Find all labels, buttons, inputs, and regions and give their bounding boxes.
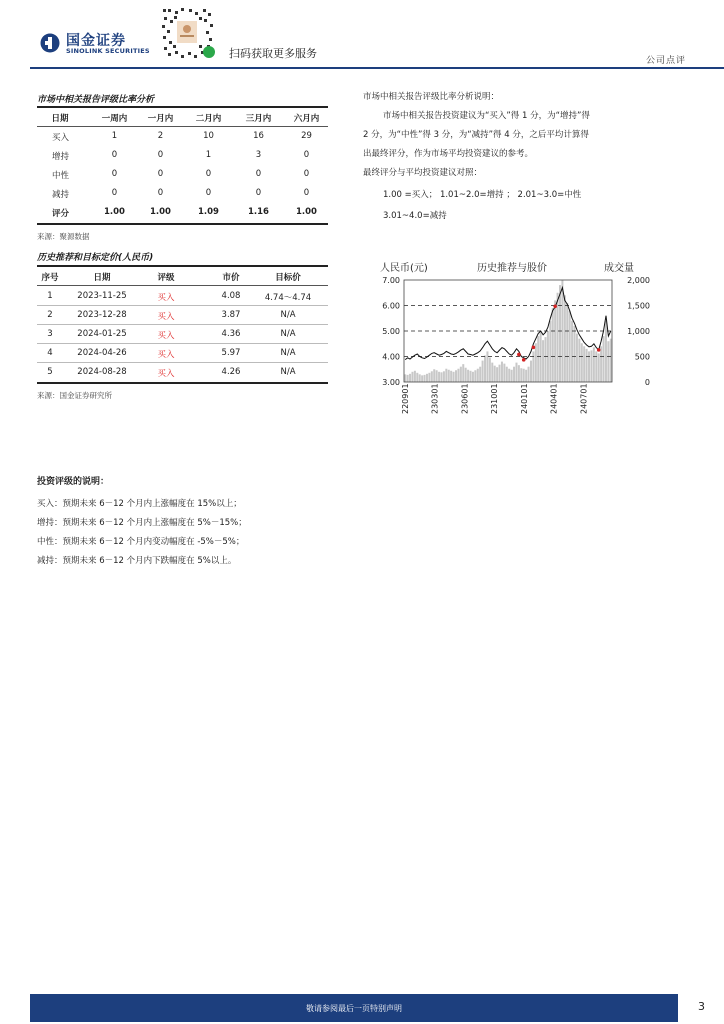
volume-bar [484,355,486,382]
chart-ylabel: 人民币(元) [380,263,428,274]
explanation-line: 2 分，为“中性”得 3 分，为“减持”得 4 分，之后平均计算得 [363,130,589,140]
row-label: 买入 [52,133,70,143]
score-cell: 1.16 [248,207,269,217]
volume-bar [457,369,459,382]
volume-bar [574,326,576,382]
y-tick-label: 6.00 [382,301,400,311]
table-cell: 2 [157,131,164,141]
table-cell: 0 [157,188,164,198]
buy-marker [532,346,536,350]
history-top-rule [37,265,328,267]
table-cell: 0 [255,169,262,179]
volume-bar [515,363,517,382]
row-rule [37,362,328,363]
chart-title: 历史推荐与股价 [477,263,547,274]
col-header: 目标价 [275,273,301,283]
rating-def-line: 减持：预期未来 6－12 个月内下跌幅度在 5%以上。 [37,556,237,566]
table-top-rule [37,106,328,108]
volume-bar [416,373,418,382]
col-header: 一周内 [101,114,128,124]
table-cell: 1 [111,131,118,141]
volume-bar [491,363,493,382]
col-header: 日期 [51,114,69,124]
table-cell: 0 [255,188,262,198]
volume-bar [559,285,561,382]
history-date: 2023-11-25 [77,291,127,301]
y2-tick-label: 0 [644,378,650,387]
volume-bar [593,347,595,382]
volume-bar [588,351,590,382]
volume-bar [445,369,447,382]
volume-bar [465,368,467,382]
volume-bar [489,358,491,382]
col-header: 市价 [222,273,240,283]
rating-def-title: 投资评级的说明： [37,477,110,487]
col-header: 一月内 [147,114,174,124]
history-target: N/A [280,310,296,320]
volume-bar [462,364,464,382]
x-tick-label: 231001 [490,383,500,414]
buy-marker [553,304,557,308]
history-no: 2 [47,310,53,320]
volume-bar [542,340,544,382]
col-header: 日期 [93,273,111,283]
volume-bar [426,374,428,382]
history-price: 3.87 [221,310,241,320]
volume-bar [499,365,501,382]
y-tick-label: 3.00 [382,378,400,387]
history-no: 4 [47,348,53,358]
sinolink-logo-icon [40,33,60,53]
y-tick-label: 7.00 [382,276,400,285]
explanation-line: 市场中相关报告投资建议为“买入”得 1 分，为“增持”得 [383,111,590,121]
score-cell: 1.00 [104,207,125,217]
table-cell: 0 [111,169,118,179]
rating-def-line: 增持：预期未来 6－12 个月内上涨幅度在 5%－15%； [37,518,247,528]
history-header-rule [37,285,328,286]
volume-bar [409,374,411,382]
volume-bar [532,351,534,382]
scan-for-service-text: 扫码获取更多服务 [229,47,317,60]
explanation-line: 3.01~4.0=减持 [383,211,447,221]
history-no: 3 [47,329,53,339]
volume-bar [474,370,476,382]
row-rule [37,343,328,344]
explanation-line: 最终评分与平均投资建议对照： [363,168,483,178]
row-rule [37,324,328,325]
row-rule [37,305,328,306]
chart-y2label: 成交量 [604,263,634,274]
page-number: 3 [698,1000,705,1013]
buy-marker [597,348,601,352]
volume-bar [540,332,542,382]
x-tick-label: 230601 [460,383,470,414]
x-tick-label: 220901 [401,383,410,414]
history-no: 5 [47,367,53,377]
volume-bar [472,372,474,382]
volume-bar [428,373,430,382]
volume-bar [520,368,522,382]
rating-stats-title: 市场中相关报告评级比率分析 [37,95,155,105]
volume-bar [603,336,605,382]
history-target: N/A [280,367,296,377]
volume-bar [443,371,445,382]
volume-bar [586,349,588,382]
volume-bar [544,337,546,382]
buy-marker [522,358,526,362]
history-date: 2024-04-26 [77,348,127,358]
history-bottom-rule [37,382,328,384]
volume-bar [477,369,479,382]
table-cell: 0 [205,188,212,198]
volume-bar [571,321,573,382]
history-target: N/A [280,329,296,339]
volume-bar [438,372,440,382]
table-cell: 0 [303,169,310,179]
volume-bar [564,295,566,382]
history-source: 来源：国金证券研究所 [37,391,112,400]
volume-bar [407,375,409,382]
volume-bar [440,372,442,382]
volume-bar [598,353,600,382]
volume-bar [421,375,423,382]
volume-bar [467,370,469,382]
header-rule [37,126,328,127]
volume-bar [436,370,438,382]
history-price: 5.97 [221,348,241,358]
history-date: 2024-08-28 [77,367,127,377]
x-tick-label: 240101 [519,383,529,414]
volume-bar [554,300,556,382]
col-header: 三月内 [245,114,272,124]
row-label: 中性 [52,171,70,181]
col-header: 序号 [41,273,59,283]
volume-bar [535,343,537,382]
rating-def-line: 买入：预期未来 6－12 个月内上涨幅度在 15%以上； [37,499,242,509]
volume-bar [566,303,568,382]
volume-bar [537,336,539,382]
volume-bar [450,371,452,382]
volume-bar [549,321,551,382]
table-bottom-rule [37,223,328,225]
volume-bar [528,367,530,382]
table-cell: 0 [111,188,118,198]
volume-bar [569,311,571,382]
volume-bar [518,365,520,382]
y2-tick-label: 1,000 [627,327,650,336]
volume-bar [455,370,457,382]
volume-bar [513,367,515,382]
volume-bar [482,361,484,382]
history-date: 2023-12-28 [77,310,127,320]
explanation-line: 出最终评分，作为市场平均投资建议的参考。 [363,149,534,159]
rating-stats-source: 来源：聚源数据 [37,232,90,241]
table-cell: 0 [111,150,118,160]
table-cell: 16 [253,131,264,141]
volume-bar [419,374,421,382]
volume-bar [486,351,488,382]
table-cell: 0 [205,169,212,179]
volume-bar [552,308,554,382]
buy-marker [517,353,521,357]
logo-en: SINOLINK SECURITIES [66,47,150,55]
logo-cn: 国金证券 [66,33,126,49]
volume-bar [470,371,472,382]
volume-bar [595,351,597,382]
history-rating: 买入 [157,369,175,379]
row-label: 增持 [52,152,70,162]
score-cell: 1.00 [296,207,317,217]
score-cell: 1.00 [150,207,171,217]
volume-bar [431,371,433,382]
y-tick-label: 5.00 [382,327,400,336]
table-cell: 10 [203,131,214,141]
volume-bar [590,350,592,382]
row-label: 减持 [52,190,70,200]
x-tick-label: 240701 [579,383,589,414]
score-label: 评分 [52,209,70,219]
volume-bar [448,370,450,382]
table-cell: 0 [157,150,164,160]
volume-bar [453,372,455,382]
col-header: 二月内 [195,114,222,124]
volume-bar [525,370,527,382]
volume-bar [501,362,503,382]
wechat-icon [203,46,215,58]
table-cell: 0 [303,188,310,198]
table-cell: 29 [301,131,312,141]
rating-def-list [37,495,247,571]
y2-tick-label: 500 [634,352,650,362]
volume-bar [414,371,416,382]
volume-bar [610,339,612,382]
table-cell: 3 [255,150,262,160]
volume-bar [424,375,426,382]
volume-bar [494,366,496,382]
volume-bar [479,367,481,382]
volume-bar [506,367,508,382]
table-cell: 1 [205,150,212,160]
col-header: 评级 [157,273,175,283]
volume-bar [578,339,580,382]
volume-bar [433,369,435,382]
y-tick-label: 4.00 [382,352,400,362]
history-target: N/A [280,348,296,358]
volume-bar [605,321,607,382]
table-cell: 0 [303,150,310,160]
volume-bar [600,346,602,382]
y2-tick-label: 1,500 [627,301,650,311]
history-rating: 买入 [157,331,175,341]
header-divider [30,67,724,69]
x-tick-label: 240401 [549,383,559,414]
volume-bar [496,367,498,382]
volume-bar [583,346,585,382]
doc-type: 公司点评 [645,56,686,66]
history-title: 历史推荐和目标定价(人民币) [37,253,154,263]
history-rating: 买入 [157,350,175,360]
score-cell: 1.09 [198,207,219,217]
volume-bar [523,369,525,382]
table-cell: 0 [157,169,164,179]
history-price: 4.26 [221,367,241,377]
history-no: 1 [47,291,53,301]
price-history-chart [360,258,660,418]
rating-def-line: 中性：预期未来 6－12 个月内变动幅度在 -5%－5%； [37,537,245,547]
volume-bar [511,370,513,382]
x-tick-label: 230301 [430,383,440,414]
history-date: 2024-01-25 [77,329,127,339]
volume-bar [576,334,578,382]
history-price: 4.36 [221,329,241,339]
col-header: 六月内 [293,114,320,124]
volume-bar [404,374,406,382]
y2-tick-label: 2,000 [627,276,650,285]
volume-bar [581,343,583,382]
volume-bar [503,364,505,382]
history-rating: 买入 [157,312,175,322]
explanation-title: 市场中相关报告评级比率分析说明： [363,92,500,102]
explanation-line: 1.00 =买入； 1.01~2.0=增持 ； 2.01~3.0=中性 [383,190,582,200]
volume-bar [530,361,532,382]
history-target: 4.74～4.74 [264,293,312,303]
explanation-block [363,88,663,226]
volume-bar [607,341,609,382]
volume-bar [508,369,510,382]
history-rating: 买入 [157,293,175,303]
footer-disclaimer: 敬请参阅最后一页特别声明 [306,1004,402,1013]
volume-bar [411,372,413,382]
history-price: 4.08 [221,291,241,301]
volume-bar [460,367,462,382]
